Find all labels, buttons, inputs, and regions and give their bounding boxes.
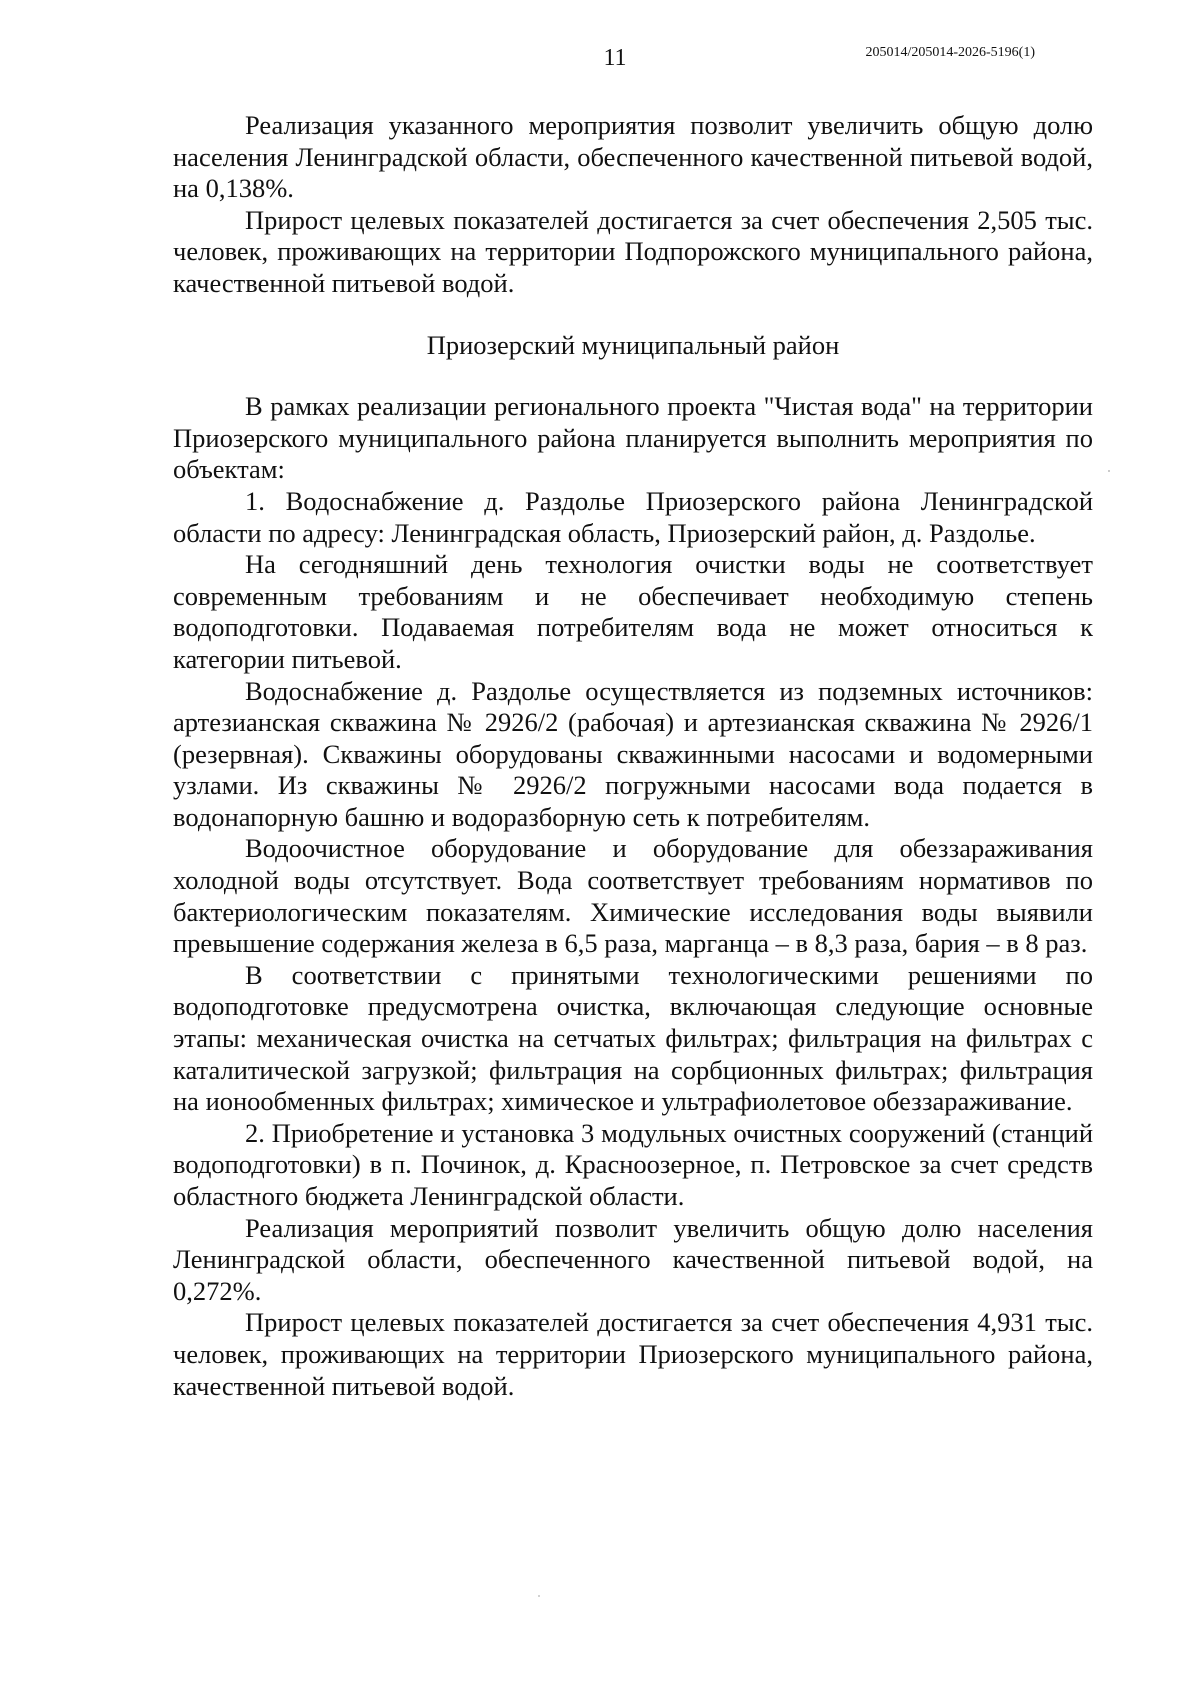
- paragraph: Реализация указанного мероприятия позволит увеличить общую долю населения Ленинградской области, обеспеченного качественной питьевой водой, на 0,138%.: [173, 110, 1093, 204]
- paragraph: В рамках реализации регионального проекта "Чистая вода" на территории Приозерского муниципального района планируется выполнить мероприятия по объектам:: [173, 391, 1093, 485]
- paragraph: На сегодняшний день технология очистки воды не соответствует современным требованиям и не обеспечивает необходимую степень водоподготовки. Подаваемая потребителям вода не может относиться к категории питьевой.: [173, 549, 1093, 674]
- page-number: 11: [603, 45, 627, 71]
- paragraph: Прирост целевых показателей достигается за счет обеспечения 4,931 тыс. человек, проживающих на территории Приозерского муниципального района, качественной питьевой водой.: [173, 1307, 1093, 1401]
- document-body: [173, 110, 1093, 1402]
- paragraph: Водоснабжение д. Раздолье осуществляется из подземных источников: артезианская скважина № 2926/2 (рабочая) и артезианская скважина № 2926/1 (резервная). Скважины оборудованы скважинными насосами и водомерными узлами. Из скважины № 2926/2 погружными насосами вода подается в водонапорную башню и водоразборную сеть к потребителям.: [173, 675, 1093, 832]
- paragraph: Прирост целевых показателей достигается за счет обеспечения 2,505 тыс. человек, проживающих на территории Подпорожского муниципального района, качественной питьевой водой.: [173, 204, 1093, 298]
- scan-speck: [1108, 470, 1110, 472]
- paragraph: Водоочистное оборудование и оборудование для обеззараживания холодной воды отсутствует. Вода соответствует требованиям нормативов по бактериологическим показателям. Химические исследования воды выявили превышение содержания железа в 6,5 раза, марганца – в 8,3 раза, бария – в 8 раз.: [173, 833, 1093, 959]
- paragraph: Реализация мероприятий позволит увеличить общую долю населения Ленинградской области, обеспеченного качественной питьевой водой, на 0,272%.: [173, 1212, 1093, 1306]
- paragraph: 2. Приобретение и установка 3 модульных очистных сооружений (станций водоподготовки) в п. Починок, д. Красноозерное, п. Петровское за счет средств областного бюджета Ленинградской области.: [173, 1117, 1093, 1211]
- paragraph: 1. Водоснабжение д. Раздолье Приозерского района Ленинградской области по адресу: Ленинградская область, Приозерский район, д. Раздолье.: [173, 485, 1093, 548]
- section-heading: Приозерский муниципальный район: [426, 329, 840, 360]
- scan-speck: [538, 1595, 540, 1597]
- document-code: 205014/205014-2026-5196(1): [865, 45, 1035, 60]
- paragraph: В соответствии с принятыми технологическими решениями по водоподготовке предусмотрена очистка, включающая следующие основные этапы: механическая очистка на сетчатых фильтрах; фильтрация на фильтрах с каталитической загрузкой; фильтрация на сорбционных фильтрах; фильтрация на ионообменных фильтрах; химическое и ультрафиолетовое обеззараживание.: [173, 959, 1093, 1117]
